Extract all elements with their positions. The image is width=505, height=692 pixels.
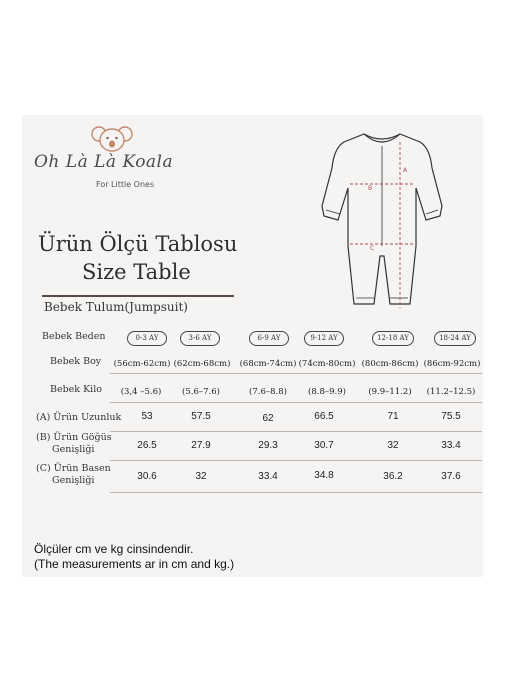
cell-kilo: (9.9–11.2): [368, 387, 412, 397]
koala-logo-icon: [90, 120, 134, 156]
page-title-en: Size Table: [82, 260, 191, 284]
size-pill: 0-3 AY: [127, 331, 167, 346]
cell-uzunluk: 75.5: [441, 411, 461, 422]
row-label-gogus-line1: (B) Ürün Göğüs: [36, 432, 112, 443]
cell-uzunluk: 53: [141, 411, 153, 422]
row-divider: [110, 402, 482, 403]
footnote-en: (The measurements ar in cm and kg.): [34, 557, 235, 571]
cell-boy: (80cm-86cm): [361, 359, 419, 369]
row-label-uzunluk: (A) Ürün Uzunluk: [36, 412, 122, 423]
cell-kilo: (5.6–7.6): [182, 387, 220, 397]
footnote-tr: Ölçüler cm ve kg cinsindendir.: [34, 542, 194, 556]
cell-gogus: 29.3: [258, 440, 278, 451]
page-title-tr: Ürün Ölçü Tablosu: [38, 232, 238, 256]
size-pill: 12-18 AY: [372, 331, 414, 346]
row-divider: [110, 492, 482, 493]
cell-boy: (68cm-74cm): [239, 359, 297, 369]
row-label-boy: Bebek Boy: [50, 356, 102, 367]
jumpsuit-diagram-icon: [312, 128, 452, 328]
row-label-basen-line1: (C) Ürün Basen: [36, 463, 111, 474]
row-label-gogus-line2: Genişliği: [52, 444, 95, 455]
cell-basen: 34.8: [314, 470, 334, 481]
cell-kilo: (11.2–12.5): [426, 387, 476, 397]
cell-gogus: 32: [387, 440, 399, 451]
row-divider: [110, 460, 482, 461]
cell-kilo: (8.8–9.9): [308, 387, 346, 397]
row-label-basen: [36, 463, 111, 487]
cell-gogus: 27.9: [191, 440, 211, 451]
label-a: A: [403, 167, 408, 174]
title-divider: [42, 295, 234, 297]
row-label-beden: Bebek Beden: [42, 331, 106, 342]
size-pill: 9-12 AY: [304, 331, 344, 346]
cell-gogus: 26.5: [137, 440, 157, 451]
cell-boy: (62cm-68cm): [173, 359, 231, 369]
row-label-kilo: Bebek Kilo: [50, 384, 102, 395]
cell-gogus: 30.7: [314, 440, 334, 451]
cell-boy: (86cm-92cm): [423, 359, 481, 369]
size-pill: 18-24 AY: [434, 331, 476, 346]
cell-basen: 30.6: [137, 471, 157, 482]
cell-boy: (56cm-62cm): [113, 359, 171, 369]
product-name: Bebek Tulum(Jumpsuit): [44, 300, 188, 314]
cell-basen: 36.2: [383, 471, 403, 482]
row-label-basen-line2: Genişliği: [52, 475, 95, 486]
row-label-gogus: [36, 432, 112, 456]
cell-basen: 32: [195, 471, 207, 482]
cell-basen: 37.6: [441, 471, 461, 482]
cell-kilo: (3,4 –5.6): [120, 387, 162, 397]
cell-kilo: (7.6–8.8): [249, 387, 287, 397]
row-divider: [110, 373, 482, 374]
cell-uzunluk: 57.5: [191, 411, 211, 422]
cell-uzunluk: 71: [387, 411, 399, 422]
brand-name: Oh Là Là Koala: [34, 152, 174, 172]
cell-uzunluk: 66.5: [314, 411, 334, 422]
brand-tagline: For Little Ones: [96, 180, 155, 189]
size-pill: 6-9 AY: [249, 331, 289, 346]
label-b: B: [368, 185, 373, 192]
label-c: C: [370, 245, 375, 252]
cell-gogus: 33.4: [441, 440, 461, 451]
size-pill: 3-6 AY: [180, 331, 220, 346]
cell-boy: (74cm-80cm): [298, 359, 356, 369]
cell-uzunluk: 62: [262, 413, 274, 424]
cell-basen: 33.4: [258, 471, 278, 482]
row-divider: [110, 431, 482, 432]
